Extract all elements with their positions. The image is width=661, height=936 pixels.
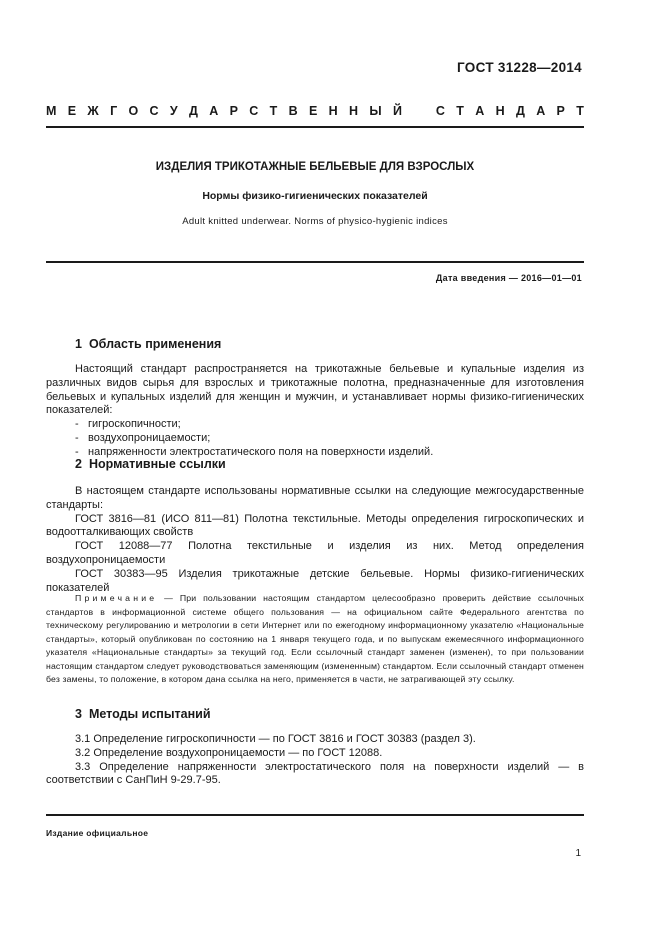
- list-item: 3.3 Определение напряженности электростатического поля на поверхности изделий — в соответствии с СанПиН 9-29.7-95.: [46, 760, 584, 787]
- standard-type-letter: Т: [576, 104, 584, 118]
- list-item: - воздухопроницаемости;: [75, 431, 211, 444]
- standard-type-letter: А: [536, 104, 546, 118]
- standard-type-letter: Е: [67, 104, 77, 118]
- section-3-heading: [75, 707, 211, 721]
- document-title: ИЗДЕЛИЯ ТРИКОТАЖНЫЕ БЕЛЬЕВЫЕ ДЛЯ ВЗРОСЛЫХ: [155, 161, 475, 173]
- standard-type-letter: У: [169, 104, 178, 118]
- standard-type-letter: Т: [456, 104, 464, 118]
- section-title: Область применения: [88, 337, 222, 351]
- standard-type-letter: Е: [308, 104, 318, 118]
- standard-type-letter: Ы: [369, 104, 382, 118]
- note-label: Примечание: [75, 593, 158, 603]
- reference-item: ГОСТ 12088—77 Полотна текстильные и изделия из них. Метод определения воздухопроницаемости: [46, 540, 584, 566]
- standard-type-letter: Д: [515, 104, 525, 118]
- paragraph: В настоящем стандарте использованы нормативные ссылки на следующие межгосударственные стандарты:: [46, 485, 584, 511]
- standard-type-letter: Г: [110, 104, 118, 118]
- document-subtitle: Нормы физико-гигиенических показателей: [202, 190, 428, 202]
- standard-type-letter: Р: [229, 104, 238, 118]
- section-title: Нормативные ссылки: [88, 457, 226, 471]
- section-number: 1: [75, 337, 82, 351]
- standard-type-heading: [46, 104, 584, 118]
- footer-divider: [46, 814, 584, 816]
- standard-type-letter: В: [288, 104, 298, 118]
- standard-type-letter: Р: [556, 104, 565, 118]
- english-title: Adult knitted underwear. Norms of physico-hygienic indices: [182, 216, 448, 227]
- section-2-body: [46, 485, 584, 595]
- standard-type-letter: Н: [349, 104, 359, 118]
- standard-type-letter: Т: [269, 104, 278, 118]
- title-divider: [46, 261, 584, 263]
- section-2-heading: [75, 457, 226, 471]
- standard-type-letter: С: [435, 104, 445, 118]
- section-number: 2: [75, 457, 82, 471]
- section-1-heading: [75, 337, 221, 351]
- standard-type-letter: А: [209, 104, 219, 118]
- standard-type-letter: О: [128, 104, 139, 118]
- note: [46, 592, 584, 687]
- introduction-date: Дата введения — 2016—01—01: [435, 273, 582, 283]
- list-item: - напряженности электростатического поля на поверхности изделий.: [75, 445, 434, 458]
- list-item: 3.1 Определение гигроскопичности — по ГОСТ 3816 и ГОСТ 30383 (раздел 3).: [75, 733, 476, 745]
- note-text: — При пользовании настоящим стандартом целесообразно проверить действие ссылочных стандартов в информационной системе общего пользования — на официальном сайте Федерального агентства по техническому регулированию и метрологии в сети Интернет или по ежегодному информационному указателю «Национальные стандарты», который опубликован по состоянию на 1 января текущего года, и по выпускам ежемесячного информационного указателя «Национальные стандарты» за текущий год. Если ссылочный стандарт заменен (изменен), то при пользовании настоящим стандартом следует руководствоваться заменяющим (измененным) стандартом. Если ссылочный стандарт отменен без замены, то положение, в котором дана ссылка на него, применяется в части, не затрагивающей эту ссылку.: [46, 593, 584, 684]
- standard-type-letter: С: [249, 104, 259, 118]
- standard-type-letter: С: [149, 104, 159, 118]
- page-number: 1: [575, 848, 581, 859]
- document-number: ГОСТ 31228—2014: [457, 60, 582, 75]
- list-item: - гигроскопичности;: [75, 418, 181, 431]
- standard-type-letter: Й: [392, 104, 402, 118]
- section-3-body: [46, 733, 584, 788]
- standard-type-letter: Д: [189, 104, 198, 118]
- standard-type-letter: М: [46, 104, 57, 118]
- reference-item: ГОСТ 30383—95 Изделия трикотажные детские бельевые. Нормы физико-гигиенических показателей: [46, 567, 584, 594]
- section-1-body: [46, 363, 584, 460]
- header-divider: [46, 126, 584, 128]
- standard-type-letter: Ж: [87, 104, 99, 118]
- edition-label: Издание официальное: [46, 828, 149, 838]
- reference-item: ГОСТ 3816—81 (ИСО 811—81) Полотна текстильные. Методы определения гигроскопических и водоотталкивающих свойств: [46, 512, 584, 539]
- standard-type-letter: Н: [328, 104, 338, 118]
- section-title: Методы испытаний: [88, 707, 211, 721]
- section-number: 3: [75, 707, 82, 721]
- list-item: 3.2 Определение воздухопроницаемости — по ГОСТ 12088.: [75, 746, 383, 759]
- standard-type-letter: Н: [495, 104, 505, 118]
- paragraph: Настоящий стандарт распространяется на трикотажные бельевые и купальные изделия из различных видов сырья для взрослых и трикотажные полотна, предназначенные для изготовления бельевых и купальных изделий для женщин и мужчин, и устанавливает нормы физико-гигиенических показателей:: [46, 363, 584, 417]
- standard-type-letter: А: [475, 104, 485, 118]
